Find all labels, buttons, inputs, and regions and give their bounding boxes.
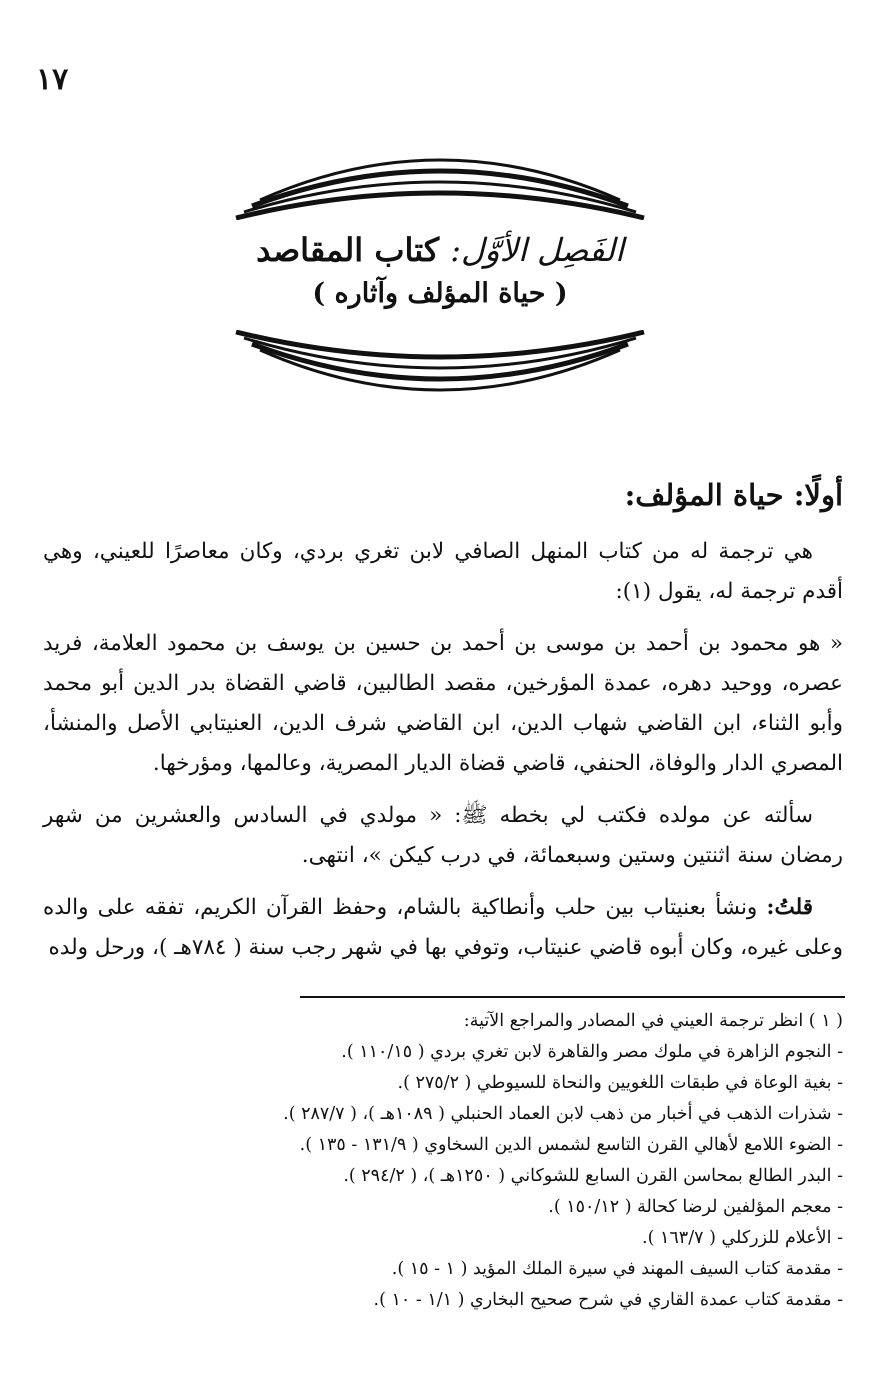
footnote-item: - مقدمة كتاب السيف المهند في سيرة الملك المؤيد ( ١ - ١٥ ). bbox=[391, 1259, 843, 1279]
footnote-item: - معجم المؤلفين لرضا كحالة ( ١٥٠/١٢ ). bbox=[548, 1197, 843, 1217]
footnote-item: - بغية الوعاة في طبقات اللغويين والنحاة للسيوطي ( ٢٧٥/٢ ). bbox=[397, 1073, 843, 1093]
page-number: ١٧ bbox=[36, 62, 69, 97]
paragraph-upbringing bbox=[43, 888, 843, 968]
chapter-header bbox=[230, 150, 650, 400]
paragraph-intro: هي ترجمة له من كتاب المنهل الصافي لابن تغري بردي، وكان معاصرًا للعيني، وهي أقدم ترجمة له، يقول (١): bbox=[43, 539, 843, 604]
section-heading: أولًا: حياة المؤلف: bbox=[624, 478, 843, 512]
footnote-list bbox=[43, 1037, 843, 1316]
footnote-item: - الضوء اللامع لأهالي القرن التاسع لشمس الدين السخاوي ( ١٣١/٩ - ١٣٥ ). bbox=[299, 1135, 843, 1155]
footnote-divider bbox=[300, 996, 845, 998]
chapter-label: الفَصِل الأوَّل: bbox=[450, 231, 624, 269]
chapter-name: كتاب المقاصد bbox=[256, 231, 440, 269]
paragraph-upbringing-text: ونشأ بعنيتاب بين حلب وأنطاكية بالشام، وحفظ القرآن الكريم، تفقه على والده وعلى غيره، وكان أبوه قاضي عنيتاب، وتوفي بها في شهر رجب سنة ( ٧٨٤هـ )، ورحل ولده bbox=[43, 895, 843, 960]
top-arc-ornament bbox=[230, 150, 650, 220]
body-text bbox=[43, 532, 843, 968]
chapter-title bbox=[230, 228, 650, 272]
footnote-item: - الأعلام للزركلي ( ١٦٣/٧ ). bbox=[642, 1228, 843, 1248]
qultu-label: قلتُ: bbox=[766, 895, 813, 920]
bottom-arc-ornament bbox=[230, 330, 650, 400]
footnotes bbox=[43, 1006, 843, 1316]
footnote-item: - البدر الطالع بمحاسن القرن السابع للشوكاني ( ١٢٥٠هـ )، ( ٢٩٤/٢ ). bbox=[343, 1166, 843, 1186]
footnote-intro: ( ١ ) انظر ترجمة العيني في المصادر والمراجع الآتية: bbox=[463, 1011, 843, 1031]
title-block bbox=[230, 228, 650, 316]
footnote-item: - النجوم الزاهرة في ملوك مصر والقاهرة لابن تغري بردي ( ١١٠/١٥ ). bbox=[341, 1042, 843, 1062]
footnote-item: - شذرات الذهب في أخبار من ذهب لابن العماد الحنبلي ( ١٠٨٩هـ )، ( ٢٨٧/٧ ). bbox=[283, 1104, 843, 1124]
chapter-subtitle: ( حياة المؤلف وآثاره ) bbox=[312, 278, 568, 309]
paragraph-birth: سألته عن مولده فكتب لي بخطه ﷺ: « مولدي في السادس والعشرين من شهر رمضان سنة اثنتين وستين وسبعمائة، في درب كيكن »، انتهى. bbox=[43, 803, 843, 868]
paragraph-quote-biography: « هو محمود بن أحمد بن موسى بن أحمد بن حسين بن يوسف بن محمود العلامة، فريد عصره، ووحيد دهره، عمدة المؤرخين، مقصد الطالبين، قاضي القضاة بدر الدين أبو محمد وأبو الثناء، ابن القاضي شهاب الدين، ابن القاضي شرف الدين، العنيتابي الأصل والمنشأ، المصري الدار والوفاة، الحنفي، قاضي قضاة الديار المصرية، وعالمها، ومؤرخها. bbox=[43, 631, 843, 776]
footnote-item: - مقدمة كتاب عمدة القاري في شرح صحيح البخاري ( ١/١ - ١٠ ). bbox=[373, 1290, 843, 1310]
